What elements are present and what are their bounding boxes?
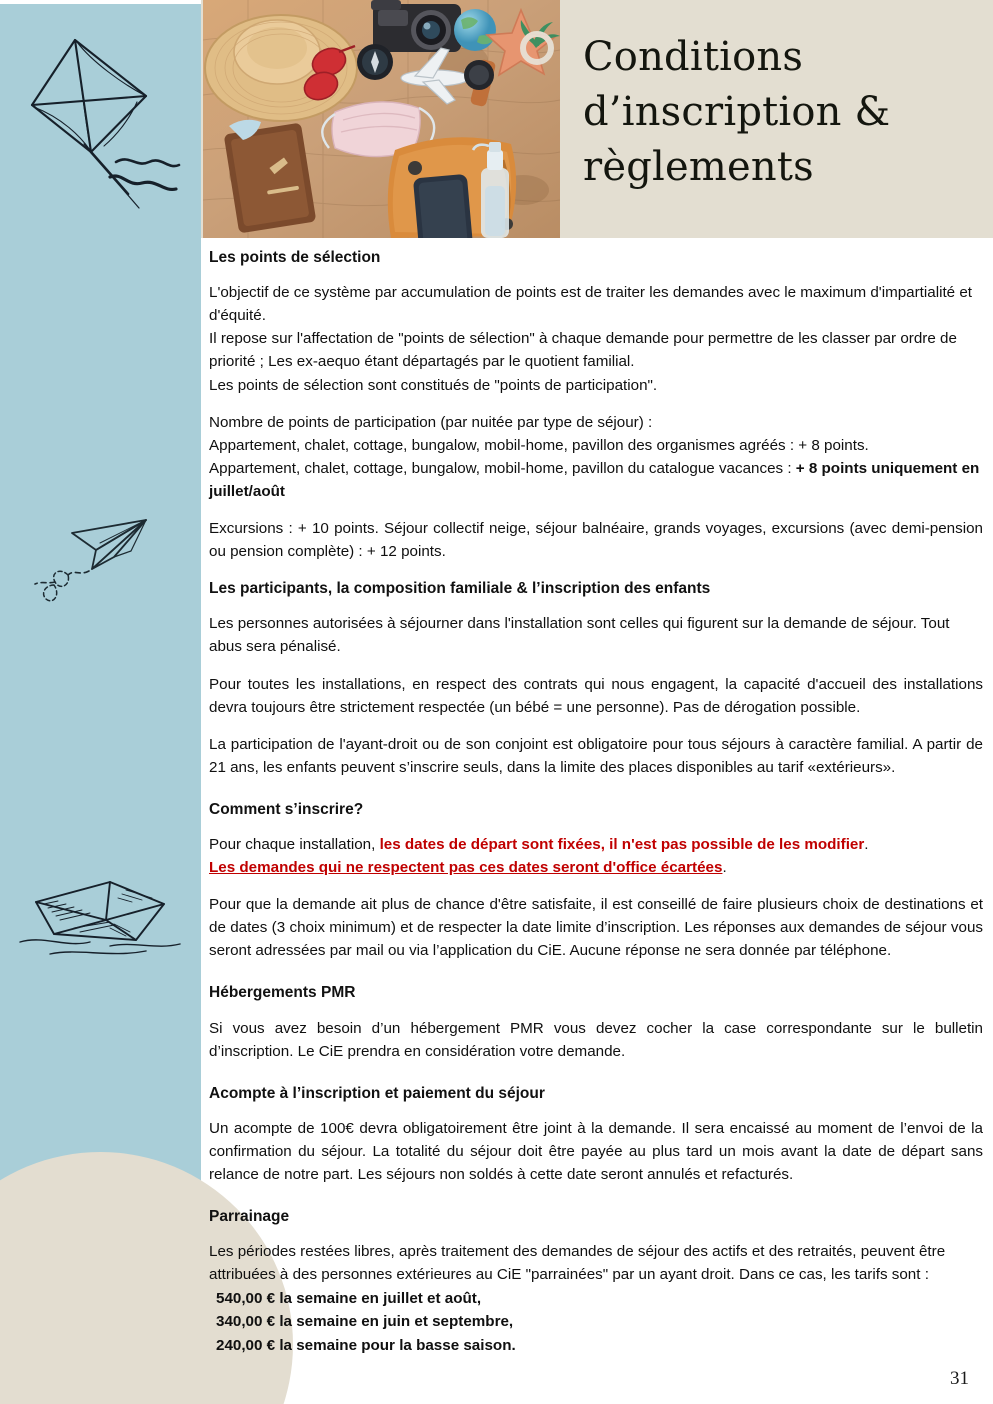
section-heading-hebergements-pmr: Hébergements PMR bbox=[209, 984, 356, 1002]
text-line: Appartement, chalet, cottage, bungalow, mobil-home, pavillon du catalogue vacances : bbox=[209, 459, 796, 477]
section-heading-comment-sinscrire: Comment s’inscrire? bbox=[209, 800, 364, 818]
section-heading-points-de-selection: Les points de sélection bbox=[209, 249, 381, 266]
paragraph-participants-3: La participation de l'ayant-droit ou de son conjoint est obligatoire pour tous séjours à caractère familial. A partir de 21 ans, les enfants peuvent s’inscrire seuls, dans la limite des places disponibles au tarif «extérieurs». bbox=[209, 735, 983, 776]
text-highlight-red-underlined: Les demandes qui ne respectent pas ces dates seront d'office écartées bbox=[209, 859, 723, 877]
travel-flatlay-photo bbox=[203, 0, 560, 238]
text-prefix: Pour chaque installation, bbox=[209, 836, 380, 854]
text-line: Nombre de points de participation (par nuitée par type de séjour) : bbox=[209, 413, 653, 431]
tarif-basse-saison: 240,00 € la semaine pour la basse saison. bbox=[216, 1336, 516, 1354]
text-line: Les points de sélection sont constitués de "points de participation". bbox=[209, 376, 658, 394]
title-line-1: Conditions bbox=[583, 34, 804, 80]
text-suffix: . bbox=[864, 836, 869, 854]
text-line: Les périodes restées libres, après traitement des demandes de séjour des actifs et des retraités, peuvent être attribuées à des personnes extérieures au CiE "parrainées" par un ayant droit. Dans ce cas, les tarifs sont : bbox=[209, 1243, 946, 1284]
section-heading-acompte: Acompte à l’inscription et paiement du séjour bbox=[209, 1084, 545, 1102]
paragraph-pmr: Si vous avez besoin d’un hébergement PMR vous devez cocher la case correspondante sur le bulletin d’inscription. Le CiE prendra en considération votre demande. bbox=[209, 1019, 983, 1060]
tarif-juin-septembre: 340,00 € la semaine en juin et septembre, bbox=[216, 1313, 514, 1331]
page-number: 31 bbox=[950, 1368, 969, 1389]
tarif-juillet-aout: 540,00 € la semaine en juillet et août, bbox=[216, 1289, 482, 1307]
title-line-3: règlements bbox=[583, 144, 814, 191]
text-line: Il repose sur l'affectation de "points de sélection" à chaque demande pour permettre de les classer par ordre de priorité ; Les ex-aequo étant départagés par le quotient familial. bbox=[209, 330, 957, 371]
text-line: Appartement, chalet, cottage, bungalow, mobil-home, pavillon des organismes agréés : + 8 points. bbox=[209, 436, 869, 454]
paragraph-points-bareme bbox=[209, 411, 983, 503]
section-heading-participants: Les participants, la composition familiale & l’inscription des enfants bbox=[209, 580, 711, 598]
paragraph-dates-fixees bbox=[209, 833, 983, 879]
title-line-2: d’inscription & bbox=[583, 89, 891, 136]
text-suffix: . bbox=[722, 859, 727, 877]
paragraph-points-excursions: Excursions : + 10 points. Séjour collectif neige, séjour balnéaire, grands voyages, excursions (avec demi-pension ou pension complète) : + 12 points. bbox=[209, 519, 983, 561]
paragraph-points-intro bbox=[209, 281, 983, 396]
paragraph-conseils-inscription: Pour que la demande ait plus de chance d'être satisfaite, il est conseillé de faire plusieurs choix de destinations et de dates (3 choix minimum) et de respecter la date limite d’inscription. Les réponses aux demandes de séjour vous seront adressées par mail ou via l’application du CiE. Aucune réponse ne sera donnée par téléphone. bbox=[209, 896, 983, 960]
paragraph-parrainage bbox=[209, 1240, 983, 1357]
document-content bbox=[209, 248, 983, 1374]
paragraph-participants-1: Les personnes autorisées à séjourner dans l'installation sont celles qui figurent sur la demande de séjour. Tout abus sera pénalisé. bbox=[209, 615, 950, 656]
paragraph-acompte: Un acompte de 100€ devra obligatoirement être joint à la demande. Il sera encaissé au moment de l’envoi de la confirmation du séjour. La totalité du séjour doit être payée au plus tard un mois avant la date de départ sans relance de notre part. Les séjours non soldés à cette date seront annulés et refacturés. bbox=[209, 1119, 983, 1184]
text-highlight-red: les dates de départ sont fixées, il n'est pas possible de les modifier bbox=[379, 836, 865, 854]
text-line: L'objectif de ce système par accumulation de points est de traiter les demandes avec le maximum d'impartialité et d'équité. bbox=[209, 284, 973, 325]
section-heading-parrainage: Parrainage bbox=[209, 1208, 290, 1226]
paragraph-participants-2: Pour toutes les installations, en respect des contrats qui nous engagent, la capacité d'accueil des installations devra toujours être strictement respectée (un bébé = une personne). Pas de dérogation possible. bbox=[209, 675, 983, 716]
page-title bbox=[583, 30, 973, 196]
text-emphasis-8-points-juillet-aout: + 8 points uniquement en juillet/août bbox=[209, 459, 980, 500]
